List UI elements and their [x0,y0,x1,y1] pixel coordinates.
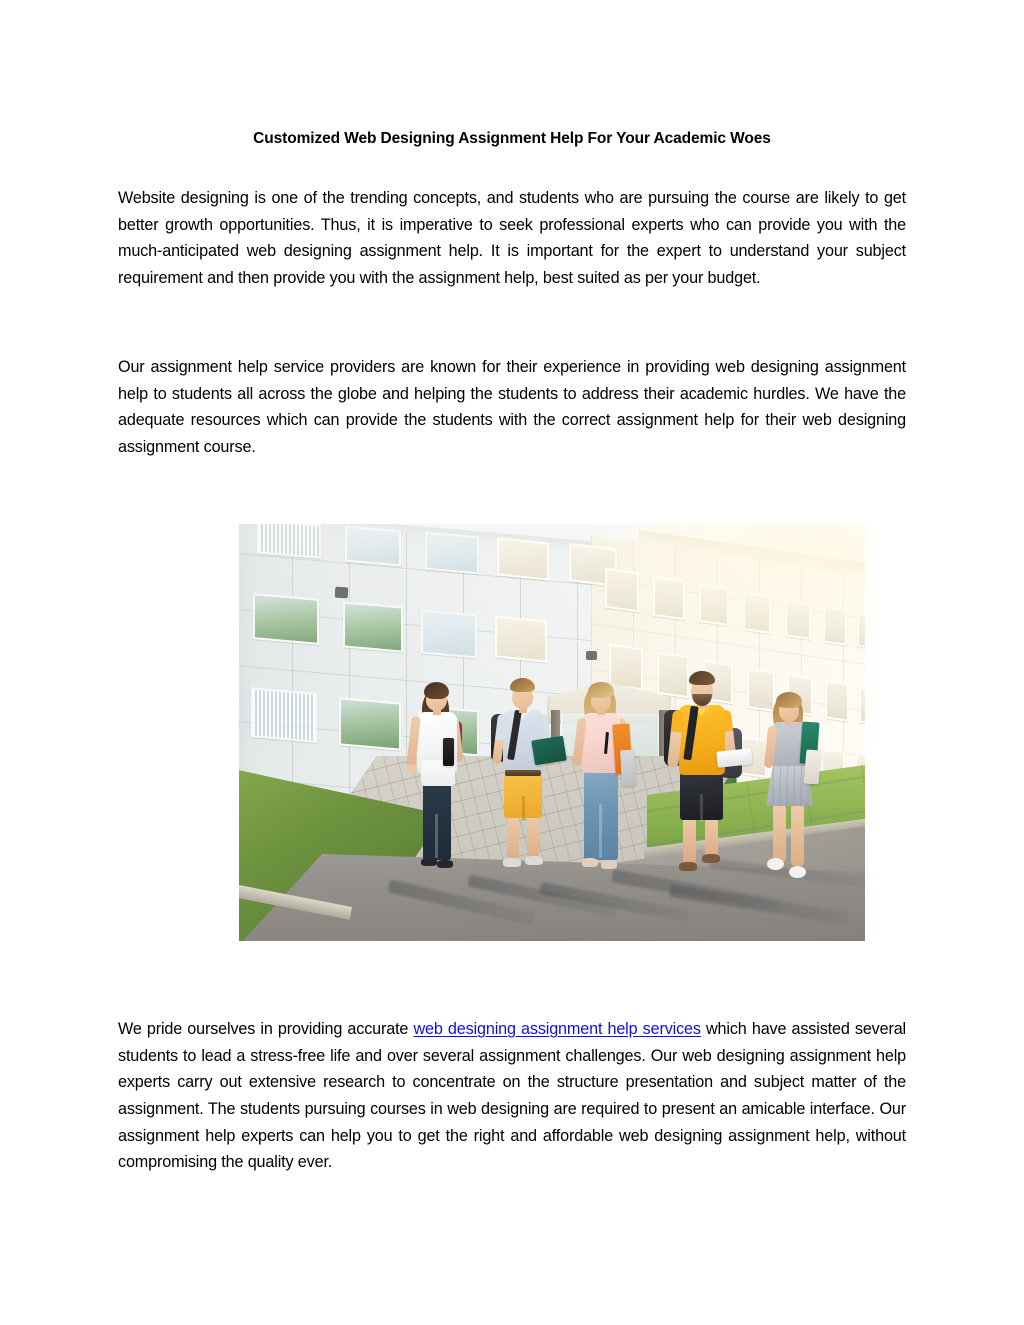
campus-students-photo [239,524,865,941]
window [343,601,403,652]
leg-gap [599,804,602,858]
window [339,697,401,750]
window [497,537,549,580]
window [859,686,865,725]
window [605,568,639,613]
window [251,687,317,743]
hair [689,671,715,685]
leg [791,804,804,866]
web-designing-assignment-help-services-link[interactable]: web designing assignment help services [413,1020,701,1039]
leg-gap [700,794,703,822]
dress-strap [777,722,781,738]
paragraph-1: Website designing is one of the trending concepts, and students who are pursuing the course are likely to get better growth opportunities. Thus, it is imperative to seek professional experts who can provide you with the much-anticipated web designing assignment help. It is important for the expert to understand your subject requirement and then provide you with the assignment help, best suited as per your budget. [118,189,906,287]
notebook [804,749,822,784]
leg [507,816,519,860]
leg [527,816,539,858]
notebook [620,750,636,787]
window [653,576,685,620]
window [257,524,321,559]
shoe [789,866,806,878]
window [747,668,775,712]
shoe [503,858,521,867]
window [825,680,849,721]
window [421,610,477,659]
window [425,532,479,575]
page-title: Customized Web Designing Assignment Help For Your Academic Woes [253,130,771,148]
window [253,593,319,645]
paragraph-2: Our assignment help service providers are known for their experience in providing web designing assignment help to students all across the globe and helping the students to address their academic hurdles. We have the adequate resources which can provide the students with the correct assignment help for their web designing assignment course. [118,358,906,456]
hair [588,682,614,698]
book [531,736,567,766]
hair [776,692,802,708]
wall-lamp-icon [586,651,597,660]
hand [406,764,416,774]
leg [683,818,696,864]
leg [773,804,786,862]
window [823,606,847,645]
shoe [421,858,437,866]
paragraph-3-text-after-link: which have assisted several students to lead a stress-free life and over several assignment challenges. Our web designing assignment help experts carry out extensive research to concentrate on the structure presentation and subject matter of the assignment. The students pursuing courses in web designing are required to present an amicable interface. Our assignment help experts can help you to get the right and affordable web designing assignment help, without compromising the quality ever. [118,1020,907,1172]
leg-gap [522,796,525,820]
belt [505,770,541,776]
window [743,592,771,634]
window [657,652,689,698]
hair [510,678,535,692]
window [495,615,547,662]
shoe [582,858,598,867]
leg-gap [435,814,438,858]
book [443,738,454,766]
window [785,600,811,640]
paragraph-3-text-before-link: We pride ourselves in providing accurate [118,1020,414,1039]
paragraph-3 [118,1016,906,1176]
hair [424,682,449,699]
dress-strap [797,722,801,738]
window [857,612,865,649]
shoe [702,854,720,863]
shoe [767,858,784,870]
shoe [437,860,453,868]
window [345,526,401,567]
shoe [601,860,617,869]
window [699,584,729,626]
shoe [525,856,543,865]
wall-lamp-icon [335,587,349,599]
shoe [679,862,697,871]
